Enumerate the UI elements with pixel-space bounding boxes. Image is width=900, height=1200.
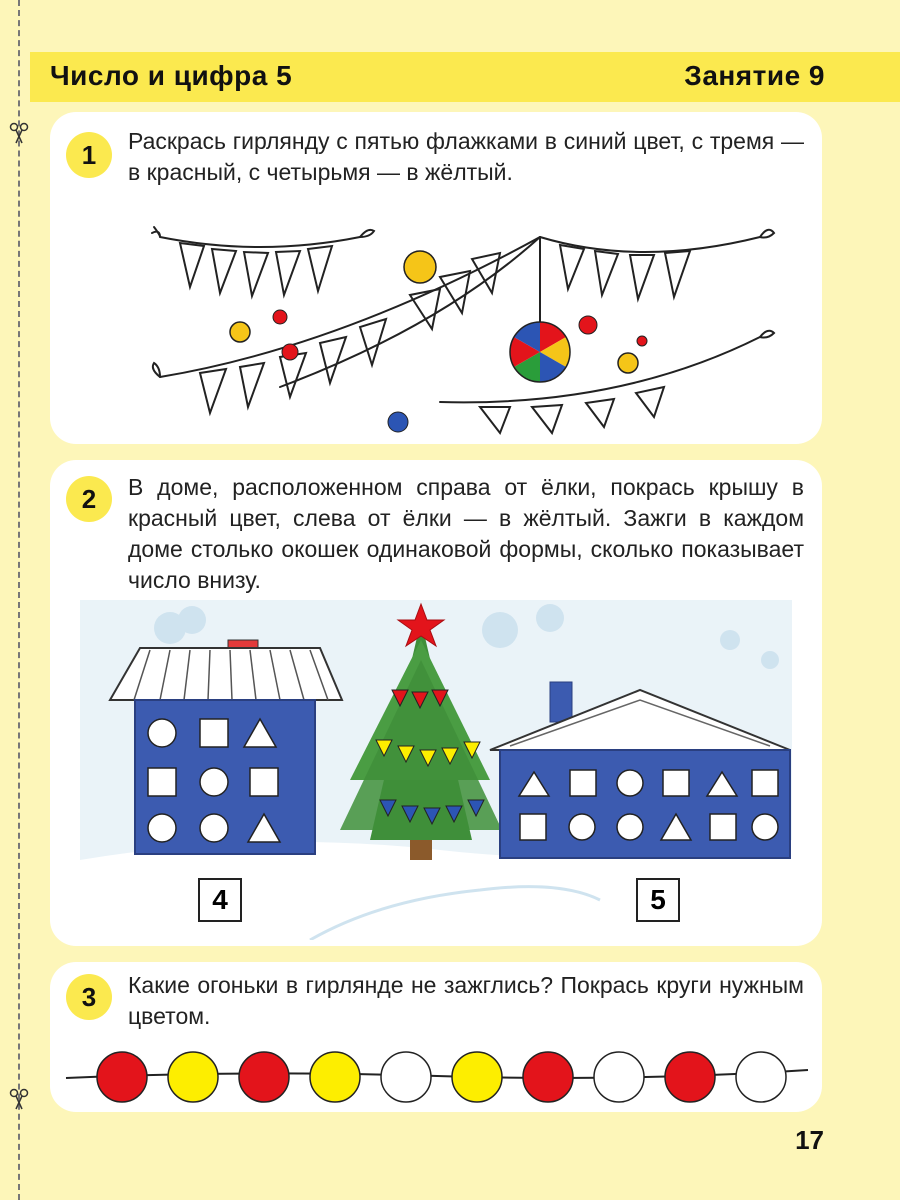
topic-title: Число и цифра 5 — [50, 60, 293, 91]
left-house-number-box — [198, 878, 242, 922]
garland-light-red — [523, 1052, 573, 1102]
right-house-number: 5 — [650, 884, 666, 915]
garland-light-white — [381, 1052, 431, 1102]
garland-light-yellow — [168, 1052, 218, 1102]
header-band — [30, 52, 900, 102]
garland-light-red — [665, 1052, 715, 1102]
scissors-icon — [8, 122, 30, 144]
cut-line — [18, 0, 20, 1200]
winter-scene-illustration — [80, 600, 792, 940]
task-3-card — [50, 962, 822, 1112]
garland-light-white — [594, 1052, 644, 1102]
task-number: 3 — [66, 974, 112, 1020]
task-text: В доме, расположенном справа от ёлки, покрась крышу в красный цвет, слева от ёлки — в жёлтый. Зажги в каждом доме столько окошек одинаковой формы, сколько показывает число внизу. — [128, 474, 804, 593]
right-house-number-box — [636, 878, 680, 922]
page-number: 17 — [795, 1125, 824, 1155]
garland-light-red — [97, 1052, 147, 1102]
left-house-number: 4 — [212, 884, 228, 915]
task-number: 1 — [66, 132, 112, 178]
garland-light-white — [736, 1052, 786, 1102]
garland-light-yellow — [310, 1052, 360, 1102]
task-text: Раскрась гирлянду с пятью флажками в синий цвет, с тремя — в красный, с четырьмя — в жёлтый. — [128, 128, 804, 185]
task-1-card — [50, 112, 822, 444]
garland-light-yellow — [452, 1052, 502, 1102]
garlands-illustration — [140, 217, 780, 442]
task-number: 2 — [66, 476, 112, 522]
light-garland — [62, 1044, 812, 1110]
task-text: Какие огоньки в гирлянде не зажглись? Покрась круги нужным цветом. — [128, 972, 804, 1029]
lesson-label: Занятие 9 — [684, 60, 825, 91]
task-2-card — [50, 460, 822, 946]
scissors-icon — [8, 1088, 30, 1110]
garland-light-red — [239, 1052, 289, 1102]
